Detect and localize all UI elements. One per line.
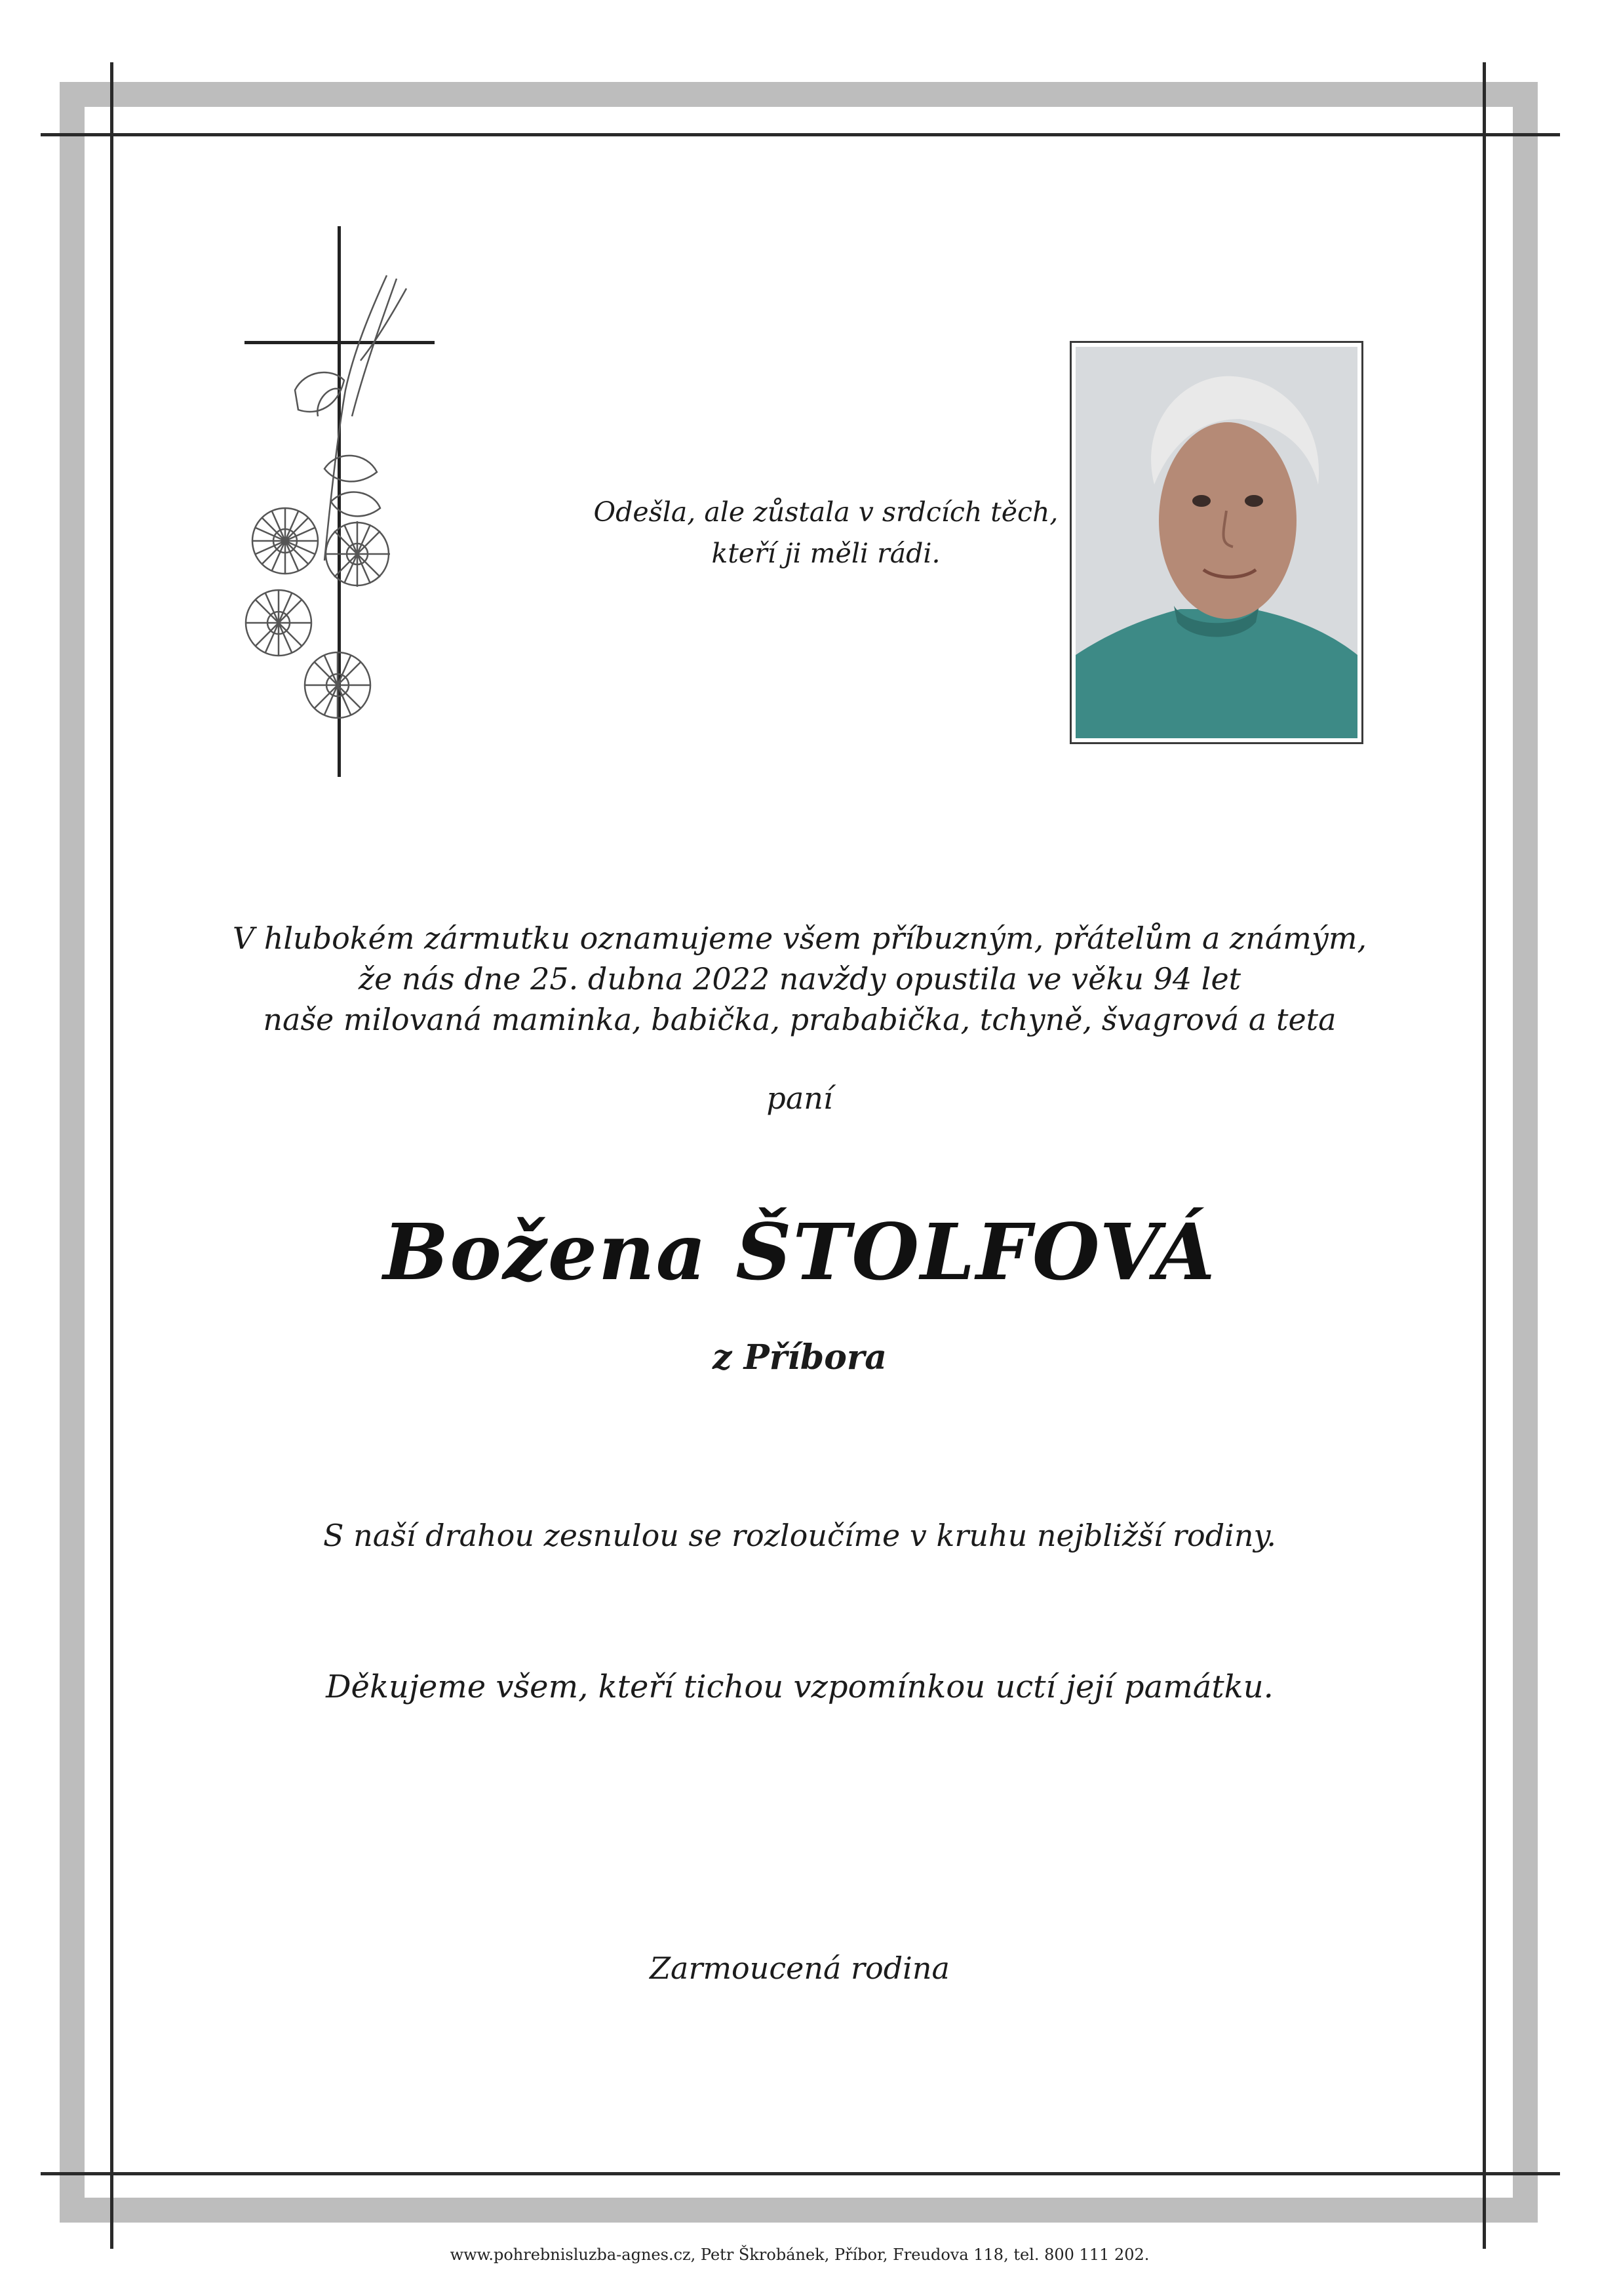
announcement-line-1: V hlubokém zármutku oznamujeme všem příbuzným, přátelům a známým, — [232, 920, 1367, 956]
flower-2 — [324, 521, 390, 587]
motto-line-2: kteří ji měli rádi. — [711, 538, 941, 569]
bottom-rule — [41, 2172, 1560, 2175]
motto-line-1: Odešla, ale zůstala v srdcích těch, — [593, 496, 1059, 528]
flower-3 — [246, 590, 311, 656]
announcement — [157, 918, 1442, 1040]
right-rule — [1483, 62, 1486, 2249]
farewell-text: S naší drahou zesnulou se rozloučíme v kruhu nejbližší rodiny. — [323, 1518, 1276, 1553]
deceased-name: Božena ŠTOLFOVÁ — [383, 1206, 1217, 1297]
salutation: paní — [766, 1080, 833, 1116]
thanks-text: Děkujeme všem, kteří tichou vzpomínkou uctí její památku. — [326, 1669, 1274, 1705]
cross-with-flowers-icon — [233, 220, 449, 780]
footer-contact: www.pohrebnisluzba-agnes.cz, Petr Škrobánek, Příbor, Freudova 118, tel. 800 111 202. — [450, 2246, 1150, 2264]
motto — [498, 492, 1154, 574]
top-rule — [41, 133, 1560, 136]
flower-4 — [305, 652, 370, 718]
flower-1 — [252, 508, 318, 574]
portrait-photo — [1076, 347, 1357, 738]
signoff: Zarmoucená rodina — [650, 1950, 950, 1986]
cross-icon — [244, 226, 435, 777]
deceased-origin: z Příbora — [712, 1337, 888, 1377]
portrait-frame — [1070, 341, 1363, 744]
left-rule — [110, 62, 113, 2249]
announcement-line-3: naše milovaná maminka, babička, prababička, tchyně, švagrová a teta — [263, 1002, 1337, 1037]
announcement-line-2: že nás dne 25. dubna 2022 navždy opustila ve věku 94 let — [358, 961, 1241, 997]
